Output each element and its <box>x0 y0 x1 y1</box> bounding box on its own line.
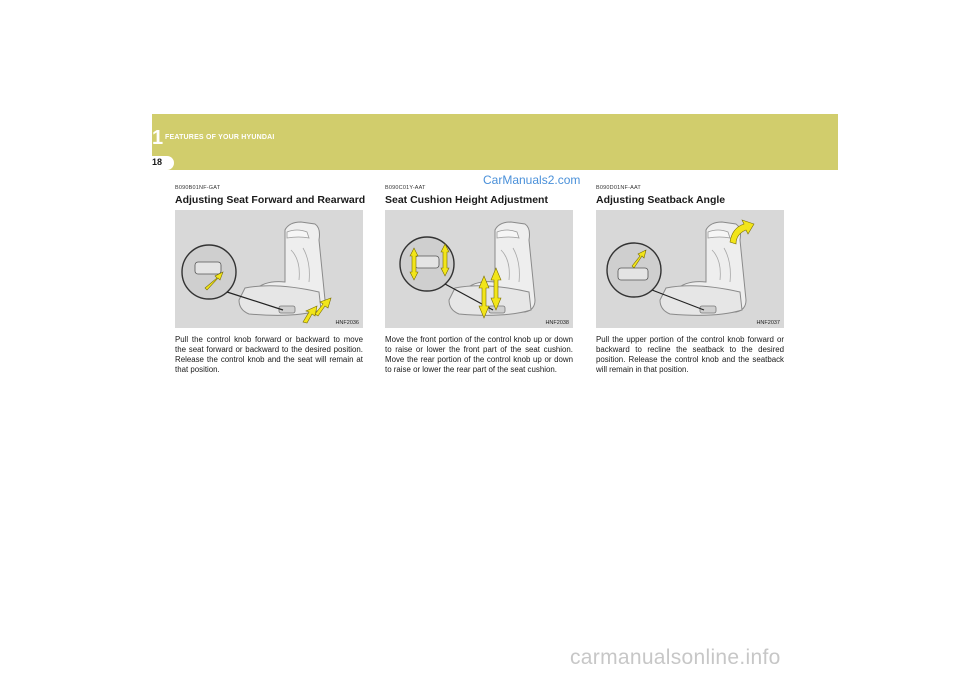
chapter-title: FEATURES OF YOUR HYUNDAI <box>165 134 275 141</box>
figure-code: HNF2037 <box>756 320 780 326</box>
section-code: B090C01Y-AAT <box>385 185 426 191</box>
watermark-text: carmanualsonline.info <box>570 646 781 669</box>
watermark-link[interactable]: CarManuals2.com <box>483 173 581 187</box>
section-body: Move the front portion of the control knob up or down to raise or lower the front part of the seat cushion. Move the rear portion of the control knob up or down to raise or lower the rear part of the seat cushion. <box>385 335 573 375</box>
seat-icon <box>239 222 325 315</box>
section-body: Pull the control knob forward or backward to move the seat forward or backward to the desired position. Release the control knob and the seat will remain at that position. <box>175 335 363 375</box>
figure-code: HNF2036 <box>335 320 359 326</box>
section-seat-forward-rearward <box>175 185 366 375</box>
chapter-number: 1 <box>152 127 164 149</box>
section-code: B090D01NF-AAT <box>596 185 641 191</box>
section-code: B090B01NF-GAT <box>175 185 221 191</box>
page-number: 18 <box>152 157 163 167</box>
seat-illustration <box>175 210 363 328</box>
seat-illustration <box>596 210 784 328</box>
seat-illustration <box>385 210 573 328</box>
section-heading: Adjusting Seat Forward and Rearward <box>175 194 366 206</box>
section-heading: Seat Cushion Height Adjustment <box>385 194 548 206</box>
header-band <box>152 114 838 170</box>
figure-code: HNF2038 <box>545 320 569 326</box>
section-cushion-height <box>385 185 573 375</box>
seat-icon <box>449 222 535 315</box>
section-heading: Adjusting Seatback Angle <box>596 194 726 206</box>
section-body: Pull the upper portion of the control knob forward or backward to recline the seatback to the desired position. Release the control knob and the seatback will remain in that position. <box>596 335 784 375</box>
section-seatback-angle <box>596 185 784 375</box>
